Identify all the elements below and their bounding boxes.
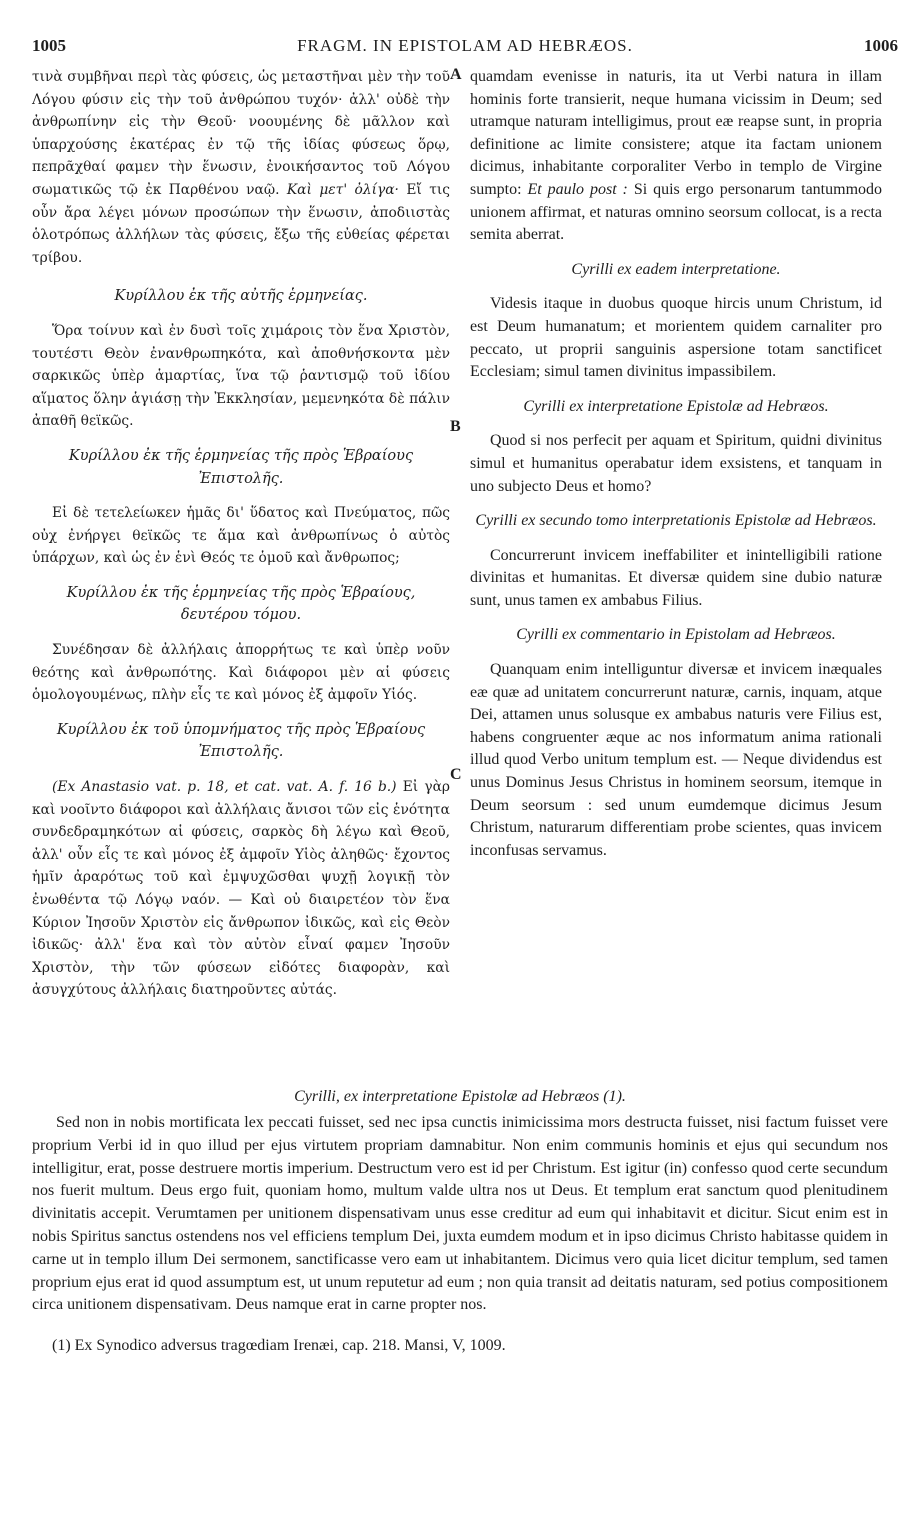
greek-paragraph [32, 776, 450, 1002]
latin-fragment-heading: Cyrilli, ex interpretatione Epistolæ ad Hebræos (1). [294, 1088, 626, 1105]
latin-text: quamdam evenisse in naturis, ita ut Verbi natura in illam hominis forte transierit, neque humana vicissim in Deum; sed utramque naturam intelligimus, prout eæ reapse sunt, in propria definitione ac limite consistere; atque ita factam unionem dicimus, inhabitante corporaliter Verbo in templo de Virgine sumpto: [470, 68, 882, 198]
latin-section-heading: Cyrilli ex eadem interpretatione. [571, 260, 781, 278]
running-title: FRAGM. IN EPISTOLAM AD HEBRÆOS. [297, 36, 633, 55]
latin-text: Si quis ergo personarum tantummodo unionem affirmat, et naturas omnino seorsum collocat, is a recta semita aberrat. [470, 180, 883, 244]
page-number-right: 1006 [864, 36, 898, 55]
greek-paragraph: Ὅρα τοίνυν καὶ ἐν δυσὶ τοῖς χιμάροις τὸν ἕνα Χριστὸν, τουτέστι Θεὸν ἐνανθρωπηκότα, καὶ ἀποθνήσκοντα μὲν σαρκικῶς ὑπὲρ ἁμαρτίας, ἵνα τῷ ῥαντισμῷ τοῦ ἰδίου αἵματος ὅλην ἁγιάσῃ τὴν Ἐκκλησίαν, μεμενηκότα δὲ πάλιν ἀπαθῆ θεϊκῶς. [32, 322, 450, 430]
running-header [32, 36, 898, 60]
greek-section-heading: Κυρίλλου ἐκ τοῦ ὑπομνήματος τῆς πρὸς Ἑβραίους Ἐπιστολῆς. [56, 721, 426, 761]
latin-italic-text: Et paulo post : [527, 180, 628, 198]
latin-section-heading: Cyrilli ex secundo tomo interpretationis Epistolæ ad Hebræos. [475, 512, 877, 530]
greek-section-heading: Κυρίλλου ἐκ τῆς αὐτῆς ἑρμηνείας. [114, 288, 368, 305]
greek-text: Εἴ τις οὖν ἄρα λέγει μόνων προσώπων τὴν ἕνωσιν, ἀποδιιστὰς ὁλοτρόπως ἀλλήλων τὰς φύσεις, ἔξω τῆς εὐθείας φέρεται τρίβου. [32, 181, 450, 266]
latin-paragraph: Quod si nos perfecit per aquam et Spiritum, quidni divinitus simul et humanitus operabatur idem exsistens, et tanquam in uno subjecto Deus et homo? [470, 432, 882, 495]
greek-column [32, 66, 450, 1002]
latin-column [470, 66, 882, 862]
latin-paragraph: Quanquam enim intelliguntur diversæ et invicem inæquales eæ quæ ad unitatem concurrerunt naturæ, carnis, inquam, atque Dei, attamen unus solusque ex ambabus naturis vere Filius est, habens congruenter æque ac nos informatum anima rationali illud quod Verbo unitum templum est. — Neque dividendus est unus Dominus Jesus Christus in hominem seorsum, itemque in Deum seorsum : sed unum eumdemque dicimus Jesum Christum, naturarum differentiam probe scientes, quas invicem inconfusas servamus. [470, 661, 882, 859]
latin-fragment-section [32, 1088, 888, 1355]
footnote: (1) Ex Synodico adversus tragœdiam Irenæi, cap. 218. Mansi, V, 1009. [52, 1337, 506, 1355]
page-number-left: 1005 [32, 36, 66, 55]
section-marker-b: B [450, 418, 461, 435]
greek-section-heading: Κυρίλλου ἐκ τῆς ἑρμηνείας τῆς πρὸς Ἑβραίους Ἐπιστολῆς. [68, 447, 414, 487]
latin-section-heading: Cyrilli ex commentario in Epistolam ad Hebræos. [516, 626, 836, 644]
greek-section-heading: Κυρίλλου ἐκ τῆς ἑρμηνείας τῆς πρὸς Ἑβραίους, δευτέρου τόμου. [66, 584, 416, 624]
latin-section-heading: Cyrilli ex interpretatione Epistolæ ad Hebræos. [523, 397, 829, 415]
greek-text: τινὰ συμβῆναι περὶ τὰς φύσεις, ὡς μεταστῆναι μὲν τὴν τοῦ Λόγου φύσιν εἰς τὴν τοῦ ἀνθρώπου τυχόν· ἀλλ' οὐδὲ τὴν ἀνθρωπίνην εἰς τὴν Θεοῦ· νοουμένης δὲ μᾶλλον καὶ ὑπαρχούσης ἑκατέρας ἐν τῷ τῆς ἰδίας φύσεως ὅρῳ, πεπρᾶχθαί φαμεν τὴν ἕνωσιν, ἐνοικήσαντος τοῦ Λόγου σωματικῶς τῷ ἐκ Παρθένου ναῷ. [32, 69, 450, 198]
latin-fragment-body: Sed non in nobis mortificata lex peccati fuisset, sed nec ipsa cunctis inimicissima mors destructa fuisset, nisi factum fuisset vere proprium Verbi id in quo illud per ejus virtutem propriam damnabitur. Non enim communis hominis et ejus qui secundum nos intelligitur, erat, posse destruere mortis imperium. Destructum vero est id per Christum. Est igitur (in) confesso quod certe secundum nos fuerit multum. Deus ergo fuit, quoniam homo, multum valde ultra nos ut Deus. Et templum erat sanctum quod plenitudinem divinitatis accepit. Verumtamen per unitionem dispensativam unus esse creditur ad eum qui inhabitavit et dicitur. Sicut enim est in nobis Spiritus sanctus ostendens nos vel efficiens templum Dei, juxta eumdem modum et in ipso dicimus Christo habitasse quidem in carne ut in templo illum Dei sermonem, sanctificasse vero eam ut inhabitantem. Dicimus vero quia licet dicitur templum, sed tamen proprium ejus erat id quod assumptum est, ut unum reputetur ad eum ; non quia transit ad deitatis naturam, sed potius compositionem circa unitionem dispensativam. Deus namque erat in carne propter nos. [32, 1114, 888, 1314]
section-marker-c: C [450, 766, 462, 783]
greek-paragraph [32, 66, 450, 269]
greek-text: Εἰ γὰρ καὶ νοοῖντο διάφοροι καὶ ἀλλήλαις ἄνισοι τῶν εἰς ἑνότητα συνδεδραμηκότων αἱ φύσεις, σαρκὸς δὴ λέγω καὶ Θεοῦ, ἀλλ' οὖν εἷς τε καὶ μόνος ἐξ ἀμφοῖν Υἱὸς ἀληθῶς· ἔχοντος ἡμῖν ἀραρότως τοῦ καὶ ἐμψυχῶσθαι ψυχῇ λογικῇ τὸν ἐνωθέντα τῷ Λόγῳ ναόν. — Καὶ οὐ διαιρετέον τὸν ἕνα Κύριον Ἰησοῦν Χριστὸν εἰς ἄνθρωπον ἰδικῶς, καὶ εἰς Θεὸν ἰδικῶς· ἀλλ' ἕνα καὶ τὸν αὐτὸν εἶναί φαμεν Ἰησοῦν Χριστὸν, τὴν τῶν φύσεων εἰδότες διαφορὰν, καὶ ἀσυγχύτους ἀλλήλαις διατηροῦντες αὐτάς. [32, 779, 451, 999]
source-reference: (Ex Anastasio vat. p. 18, et cat. vat. A. f. 16 b.) [52, 779, 397, 796]
latin-paragraph: Videsis itaque in duobus quoque hircis unum Christum, id est Deum humanatum; et morientem quidem carnaliter pro peccato, ut proprii sanguinis aspersione totam sanctificet Ecclesiam; simul tamen divinitus impassibilem. [470, 295, 882, 381]
latin-paragraph: Concurrerunt invicem ineffabiliter et inintelligibili ratione divinitas et humanitas. Et diversæ quidem sine dubio naturæ sunt, unus tamen ex ambabus Filius. [470, 546, 882, 609]
latin-paragraph [470, 66, 882, 247]
section-marker-a: A [450, 66, 462, 83]
greek-paragraph: Συνέδησαν δὲ ἀλλήλαις ἀπορρήτως τε καὶ ὑπὲρ νοῦν θεότης καὶ ἀνθρωπότης. Καὶ διάφοροι μὲν αἱ φύσεις ὁμολογουμένως, πλὴν εἷς τε καὶ μόνος ἐξ ἀμφοῖν Υἱός. [32, 642, 450, 704]
greek-italic-text: Καὶ μετ' ὀλίγα· [286, 181, 399, 198]
greek-paragraph: Εἰ δὲ τετελείωκεν ἡμᾶς δι' ὕδατος καὶ Πνεύματος, πῶς οὐχ ἐνήργει θεϊκῶς τε ἅμα καὶ ἀνθρωπίνως ὁ αὐτὸς ὑπάρχων, καὶ ὡς ἐν ἑνὶ Θεός τε ὁμοῦ καὶ ἄνθρωπος; [32, 505, 450, 567]
